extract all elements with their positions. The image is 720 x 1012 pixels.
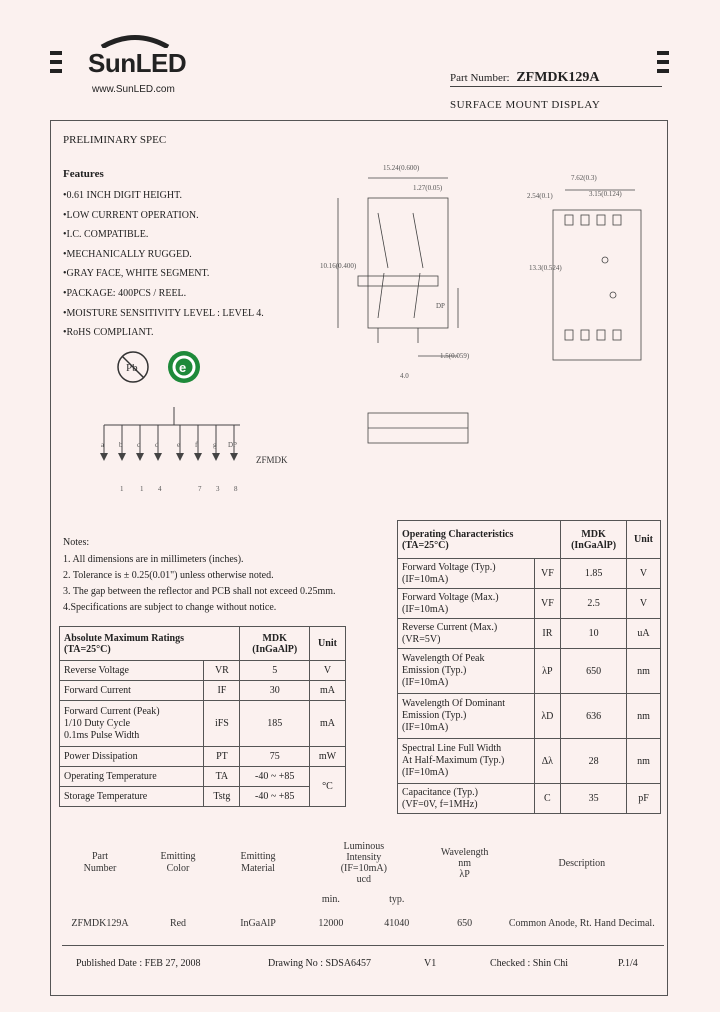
notes-list bbox=[63, 552, 336, 616]
parts-cell: 41040 bbox=[384, 917, 410, 929]
feature-item: •RoHS COMPLIANT. bbox=[63, 327, 154, 339]
svg-text:e: e bbox=[179, 360, 187, 375]
parts-cell: 650 bbox=[457, 917, 473, 929]
oc-unit-header: Unit bbox=[626, 521, 660, 559]
feature-item: •MOISTURE SENSITIVITY LEVEL : LEVEL 4. bbox=[63, 307, 264, 319]
prelim-spec: PRELIMINARY SPEC bbox=[63, 134, 167, 146]
amr-title: Absolute Maximum Ratings (TA=25°C) bbox=[60, 627, 240, 661]
oc-cell: IR bbox=[534, 619, 561, 649]
front-view-drawing bbox=[318, 158, 508, 458]
oc-cell: 28 bbox=[561, 739, 627, 784]
oc-cell: nm bbox=[626, 739, 660, 784]
features-list bbox=[63, 186, 264, 343]
parts-cell: InGaAlP bbox=[240, 917, 276, 929]
amr-unit-header: Unit bbox=[310, 627, 346, 661]
drawing-number: Drawing No : SDSA6457 bbox=[268, 958, 372, 969]
note-item: 2. Tolerance is ± 0.25(0.01") unless otherwise noted. bbox=[63, 570, 274, 581]
features-title: Features bbox=[63, 168, 104, 180]
version: V1 bbox=[424, 958, 437, 969]
parts-header: Luminous Intensity (IF=10mA) ucd bbox=[340, 841, 387, 885]
left-bars-icon bbox=[50, 51, 62, 78]
feature-item: •I.C. COMPATIBLE. bbox=[63, 229, 149, 241]
amr-cell: mW bbox=[310, 747, 346, 767]
amr-cell: -40 ~ +85 bbox=[240, 767, 310, 787]
dim-label: 1.27(0.05) bbox=[413, 184, 443, 192]
dim-label: 7.62(0.3) bbox=[571, 174, 597, 182]
svg-text:4: 4 bbox=[158, 485, 162, 493]
company-url[interactable]: www.SunLED.com bbox=[92, 84, 175, 95]
segment-label: g bbox=[213, 441, 217, 449]
dim-label: DP bbox=[436, 302, 445, 310]
amr-cell: 185 bbox=[240, 701, 310, 747]
amr-cell: 30 bbox=[240, 681, 310, 701]
parts-cell: ZFMDK129A bbox=[71, 917, 129, 929]
amr-cell: 75 bbox=[240, 747, 310, 767]
operating-characteristics-table bbox=[397, 520, 661, 814]
parts-bottom-line bbox=[62, 945, 664, 946]
published-date: Published Date : FEB 27, 2008 bbox=[76, 958, 201, 969]
svg-text:1: 1 bbox=[140, 485, 144, 493]
parts-subheader: typ. bbox=[389, 893, 405, 905]
amr-cell: V bbox=[310, 661, 346, 681]
amr-cell: Forward Current (Peak) 1/10 Duty Cycle 0.1ms Pulse Width bbox=[60, 701, 204, 747]
pb-free-icon bbox=[115, 349, 151, 385]
segment-label: a bbox=[101, 441, 105, 449]
parts-header: Emitting Color bbox=[160, 851, 196, 874]
notes-title: Notes: bbox=[63, 537, 90, 548]
amr-cell: Storage Temperature bbox=[60, 787, 204, 807]
parts-cell: Common Anode, Rt. Hand Decimal. bbox=[508, 917, 655, 929]
amr-cell: TA bbox=[204, 767, 240, 787]
amr-cell: °C bbox=[310, 767, 346, 807]
note-item: 4.Specifications are subject to change without notice. bbox=[63, 602, 277, 613]
oc-cell: nm bbox=[626, 649, 660, 694]
parts-header: Description bbox=[558, 857, 606, 869]
checked-by: Checked : Shin Chi bbox=[490, 958, 569, 969]
segment-label: DP bbox=[228, 441, 237, 449]
amr-cell: Power Dissipation bbox=[60, 747, 204, 767]
product-subtitle: SURFACE MOUNT DISPLAY bbox=[450, 99, 601, 111]
segment-label: d bbox=[155, 441, 159, 449]
amr-cell: Tstg bbox=[204, 787, 240, 807]
oc-cell: Spectral Line Full Width At Half-Maximum (Typ.) (IF=10mA) bbox=[398, 739, 535, 784]
parts-cell: 12000 bbox=[318, 917, 344, 929]
svg-text:1: 1 bbox=[120, 485, 124, 493]
oc-cell: 1.85 bbox=[561, 559, 627, 589]
page-number: P.1/4 bbox=[618, 958, 638, 969]
note-item: 1. All dimensions are in millimeters (inches). bbox=[63, 554, 244, 565]
part-number-label: Part Number: bbox=[450, 72, 510, 84]
segment-label: f bbox=[195, 441, 198, 449]
oc-cell: 2.5 bbox=[561, 589, 627, 619]
parts-subheader: min. bbox=[321, 893, 340, 905]
part-number-value: ZFMDK129A bbox=[516, 70, 600, 85]
oc-cell: V bbox=[626, 589, 660, 619]
oc-cell: 10 bbox=[561, 619, 627, 649]
note-item: 3. The gap between the reflector and PCB shall not exceed 0.25mm. bbox=[63, 586, 336, 597]
feature-item: •LOW CURRENT OPERATION. bbox=[63, 209, 199, 221]
amr-cell: Operating Temperature bbox=[60, 767, 204, 787]
parts-header: Part Number bbox=[83, 851, 117, 874]
amr-cell: PT bbox=[204, 747, 240, 767]
logo-arc-icon bbox=[100, 34, 170, 48]
oc-cell: Forward Voltage (Typ.) (IF=10mA) bbox=[398, 559, 535, 589]
parts-header: Wavelength nm λP bbox=[440, 846, 489, 880]
oc-cell: Wavelength Of Dominant Emission (Typ.) (IF=10mA) bbox=[398, 694, 535, 739]
oc-cell: pF bbox=[626, 784, 660, 814]
amr-cell: Forward Current bbox=[60, 681, 204, 701]
parts-header: Emitting Material bbox=[240, 851, 276, 874]
segment-label: c bbox=[137, 441, 141, 449]
part-selection-table bbox=[62, 838, 664, 936]
back-view-drawing bbox=[525, 170, 660, 370]
eco-ehs-icon bbox=[166, 349, 202, 385]
feature-item: •0.61 INCH DIGIT HEIGHT. bbox=[63, 190, 182, 201]
amr-cell: iFS bbox=[204, 701, 240, 747]
circuit-label: ZFMDK bbox=[256, 455, 288, 465]
dim-label: 1.5(0.059) bbox=[440, 352, 470, 360]
part-number-block bbox=[450, 70, 600, 86]
amr-cell: mA bbox=[310, 701, 346, 747]
parts-cell: Red bbox=[169, 917, 187, 929]
segment-label: b bbox=[119, 441, 123, 449]
oc-mdk-header: MDK (InGaAlP) bbox=[561, 521, 627, 559]
svg-text:3: 3 bbox=[216, 485, 220, 493]
pb-label: Pb bbox=[126, 362, 138, 374]
oc-cell: uA bbox=[626, 619, 660, 649]
oc-cell: C bbox=[534, 784, 561, 814]
oc-cell: 35 bbox=[561, 784, 627, 814]
oc-cell: Forward Voltage (Max.) (IF=10mA) bbox=[398, 589, 535, 619]
absolute-max-table bbox=[59, 626, 346, 807]
right-bars-icon bbox=[657, 51, 669, 78]
svg-text:8: 8 bbox=[234, 485, 238, 493]
oc-cell: Wavelength Of Peak Emission (Typ.) (IF=10mA) bbox=[398, 649, 535, 694]
amr-cell: mA bbox=[310, 681, 346, 701]
amr-cell: VR bbox=[204, 661, 240, 681]
circuit-diagram bbox=[90, 395, 290, 495]
feature-item: •MECHANICALLY RUGGED. bbox=[63, 248, 192, 260]
amr-cell: 5 bbox=[240, 661, 310, 681]
dim-label: 15.24(0.600) bbox=[383, 164, 420, 172]
dim-label: 13.3(0.524) bbox=[529, 264, 562, 272]
segment-label: e bbox=[177, 441, 181, 449]
feature-item: •GRAY FACE, WHITE SEGMENT. bbox=[63, 268, 210, 280]
dim-label: 10.16(0.400) bbox=[320, 262, 357, 270]
oc-cell: 650 bbox=[561, 649, 627, 694]
oc-title: Operating Characteristics (TA=25°C) bbox=[398, 521, 561, 559]
oc-cell: λP bbox=[534, 649, 561, 694]
oc-cell: Reverse Current (Max.) (VR=5V) bbox=[398, 619, 535, 649]
oc-cell: Δλ bbox=[534, 739, 561, 784]
svg-text:7: 7 bbox=[198, 485, 202, 493]
feature-item: •PACKAGE: 400PCS / REEL. bbox=[63, 287, 187, 299]
amr-cell: -40 ~ +85 bbox=[240, 787, 310, 807]
oc-cell: VF bbox=[534, 589, 561, 619]
dim-label: 4.0 bbox=[400, 372, 409, 380]
oc-cell: nm bbox=[626, 694, 660, 739]
oc-cell: λD bbox=[534, 694, 561, 739]
sunled-logo: SunLED bbox=[88, 48, 186, 79]
part-number-underline bbox=[450, 86, 662, 87]
amr-mdk-header: MDK (InGaAlP) bbox=[240, 627, 310, 661]
amr-cell: Reverse Voltage bbox=[60, 661, 204, 681]
amr-cell: IF bbox=[204, 681, 240, 701]
dim-label: 2.54(0.1) bbox=[527, 192, 553, 200]
oc-cell: 636 bbox=[561, 694, 627, 739]
dim-label: 3.15(0.124) bbox=[589, 190, 622, 198]
oc-cell: VF bbox=[534, 559, 561, 589]
oc-cell: Capacitance (Typ.) (VF=0V, f=1MHz) bbox=[398, 784, 535, 814]
oc-cell: V bbox=[626, 559, 660, 589]
